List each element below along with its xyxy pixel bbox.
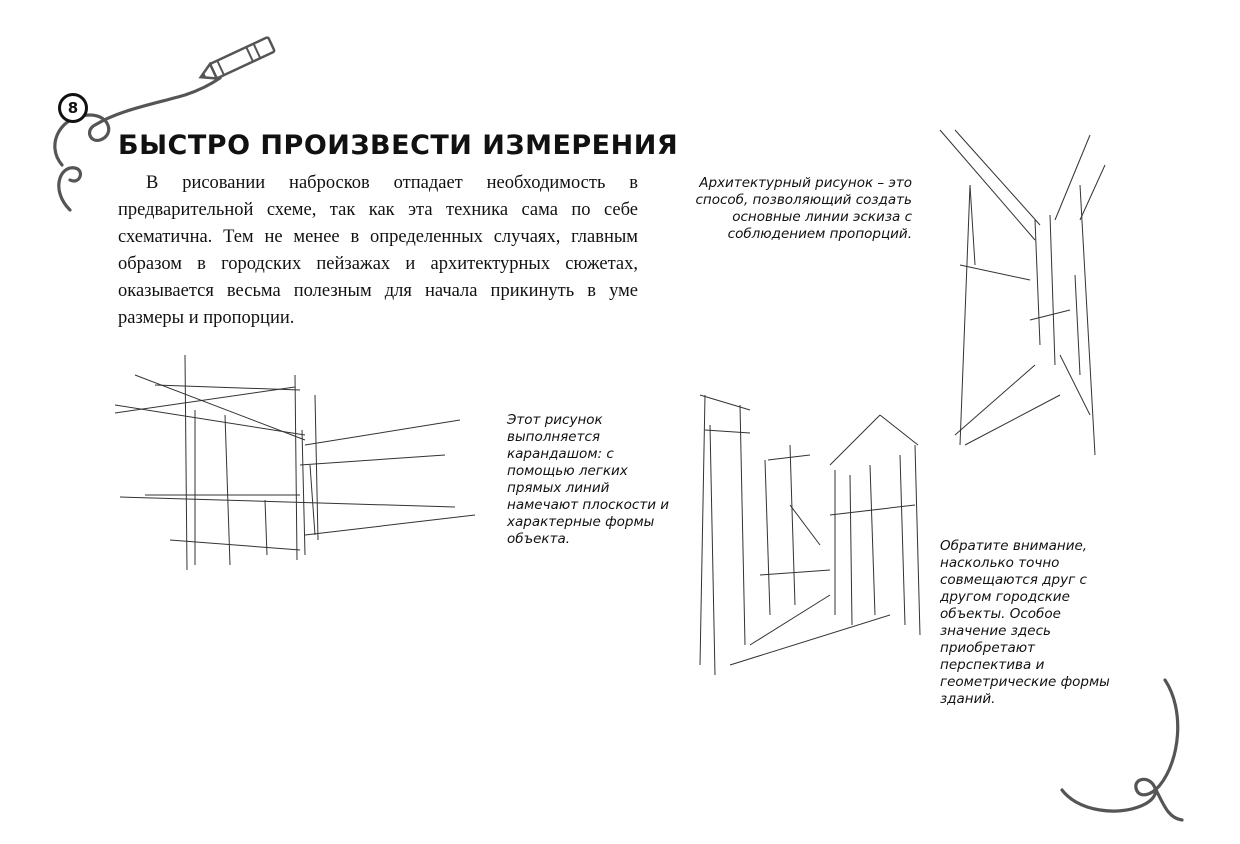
caption-architectural-drawing: Архитектурный рисунок – это способ, позволяющий создать основные линии эскиза с соблюдением пропорций. — [695, 175, 912, 242]
pencil-icon — [197, 37, 274, 84]
body-paragraph: В рисовании набросков отпадает необходимость в предварительной схеме, так как эта техника сама по себе схематична. Тем не менее в определенных случаях, главным образом в городских пейзажах и архитектурных сюжетах, оказывается весьма полезным для начала прикинуть в уме размеры и пропорции. — [118, 173, 638, 328]
body-text — [118, 170, 638, 332]
sketch-tall-street — [930, 125, 1120, 455]
sketch-city-street — [690, 385, 930, 685]
ornament-swirl-bottom — [1060, 670, 1190, 830]
caption-attention-note: Обратите внимание, насколько точно совмещаются друг с другом городские объекты. Особое значение здесь приобретают перспектива и геометрические формы зданий. — [940, 538, 1110, 707]
page-number: 8 — [58, 93, 88, 123]
sketch-building-outline — [115, 355, 485, 580]
caption-pencil-technique: Этот рисунок выполняется карандашом: с помощью легких прямых линий намечают плоскости и характерные формы объекта. — [507, 412, 670, 547]
page-title: БЫСТРО ПРОИЗВЕСТИ ИЗМЕРЕНИЯ — [118, 130, 679, 161]
